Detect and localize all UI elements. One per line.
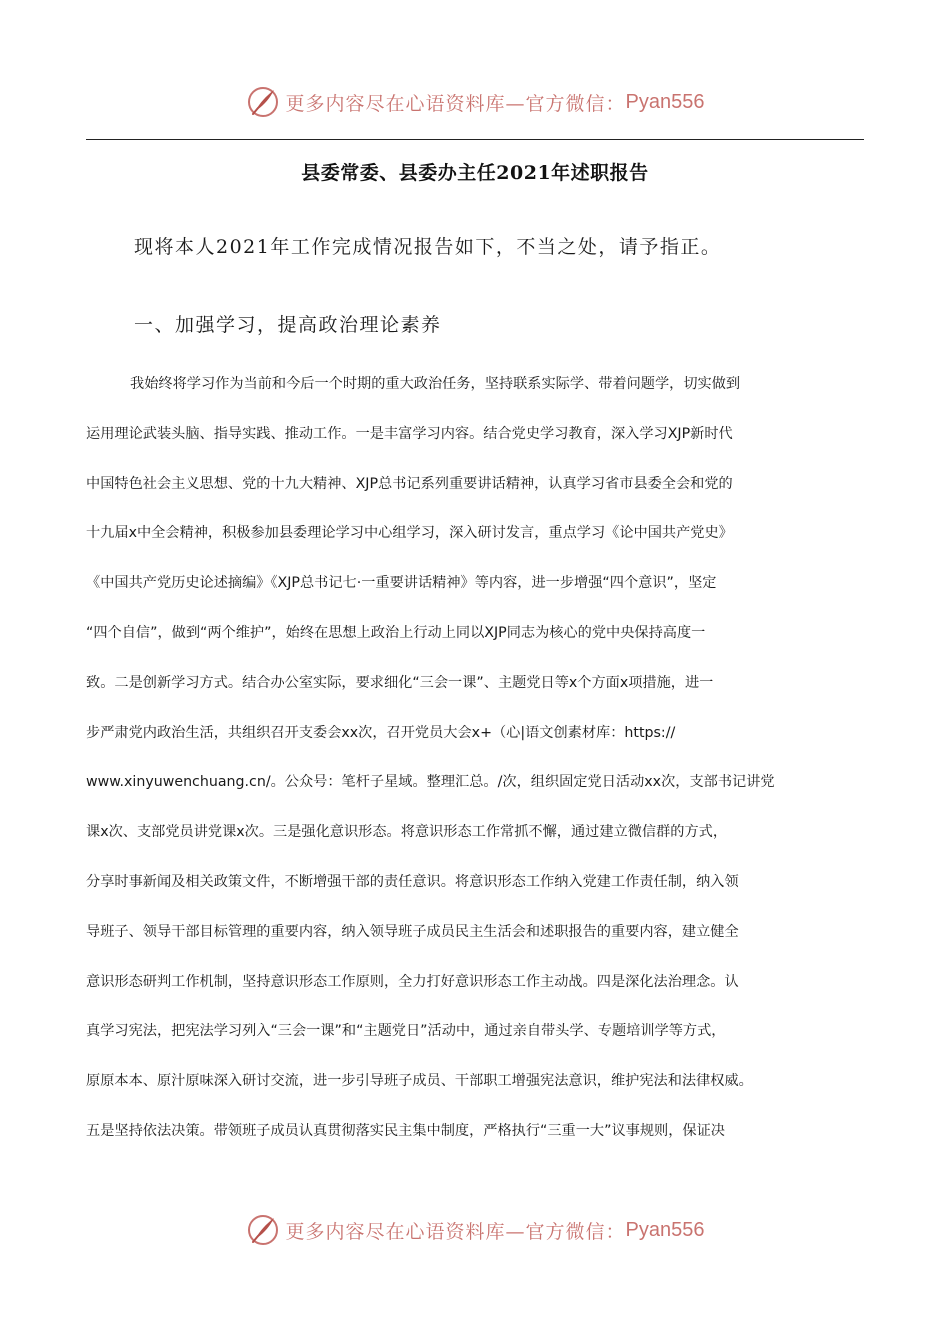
banner-text: 更多内容尽在心语资料库—官方微信： [285,92,626,115]
body-line: 意识形态研判工作机制，坚持意识形态工作原则，全力打好意识形态工作主动战。四是深化法治理念。认 [86,973,739,990]
body-line: “四个自信”，做到“两个维护”，始终在思想上政治上行动上同以XJP同志为核心的党中央保持高度一 [86,624,706,641]
header-divider [86,139,864,140]
body-line: 课x次、支部党员讲党课x次。三是强化意识形态。将意识形态工作常抓不懈，通过建立微信群的方式， [86,824,728,841]
document-title: 县委常委、县委办主任2021年述职报告 [301,162,649,184]
banner-text: 更多内容尽在心语资料库—官方微信： [285,1220,626,1243]
body-line: 真学习宪法，把宪法学习列入“三会一课”和“主题党日”活动中，通过亲自带头学、专题培训学等方式， [86,1023,726,1040]
body-line: 导班子、领导干部目标管理的重要内容，纳入领导班子成员民主生活会和述职报告的重要内容，建立健全 [86,923,739,940]
body-line: 《中国共产党历史论述摘编》《XJP总书记七·一重要讲话精神》等内容，进一步增强“四个意识”，坚定 [86,575,717,592]
body-line: 我始终将学习作为当前和今后一个时期的重大政治任务，坚持联系实际学、带着问题学，切实做到 [130,376,741,392]
body-line: 分享时事新闻及相关政策文件，不断增强干部的责任意识。将意识形态工作纳入党建工作责任制，纳入领 [86,873,739,890]
body-line: 中国特色社会主义思想、党的十九大精神、XJP总书记系列重要讲话精神，认真学习省市县委全会和党的 [86,475,733,492]
body-line: 五是坚持依法决策。带领班子成员认真贯彻落实民主集中制度，严格执行“三重一大”议事规则，保证决 [86,1122,725,1139]
header-watermark-banner [0,80,950,124]
quill-logo-icon [246,85,280,119]
section-heading: 一、加强学习，提高政治理论素养 [134,314,442,336]
body-line: 十九届x中全会精神，积极参加县委理论学习中心组学习，深入研讨发言，重点学习《论中国共产党史》 [86,525,733,542]
quill-logo-icon [246,1213,280,1247]
body-line: 致。二是创新学习方式。结合办公室实际，要求细化“三会一课”、主题党日等x个方面x项措施，进一 [86,674,714,691]
body-line: 运用理论武装头脑、指导实践、推动工作。一是丰富学习内容。结合党史学习教育，深入学习XJP新时代 [86,425,733,442]
body-paragraph [86,370,866,1167]
body-line: 步严肃党内政治生活，共组织召开支委会xx次，召开党员大会x+（心|语文创素材库：https:// [86,724,676,741]
intro-paragraph: 现将本人2021年工作完成情况报告如下，不当之处，请予指正。 [134,236,722,258]
footer-watermark-banner [0,1208,950,1252]
body-line: www.xinyuwenchuang.cn/。公众号：笔杆子星域。整理汇总。/次，组织固定党日活动xx次，支部书记讲党 [86,774,775,791]
banner-wechat-id: Pyan556 [625,90,705,113]
body-line: 原原本本、原汁原味深入研讨交流，进一步引导班子成员、干部职工增强宪法意识，维护宪法和法律权威。 [86,1073,753,1090]
banner-wechat-id: Pyan556 [625,1218,705,1241]
